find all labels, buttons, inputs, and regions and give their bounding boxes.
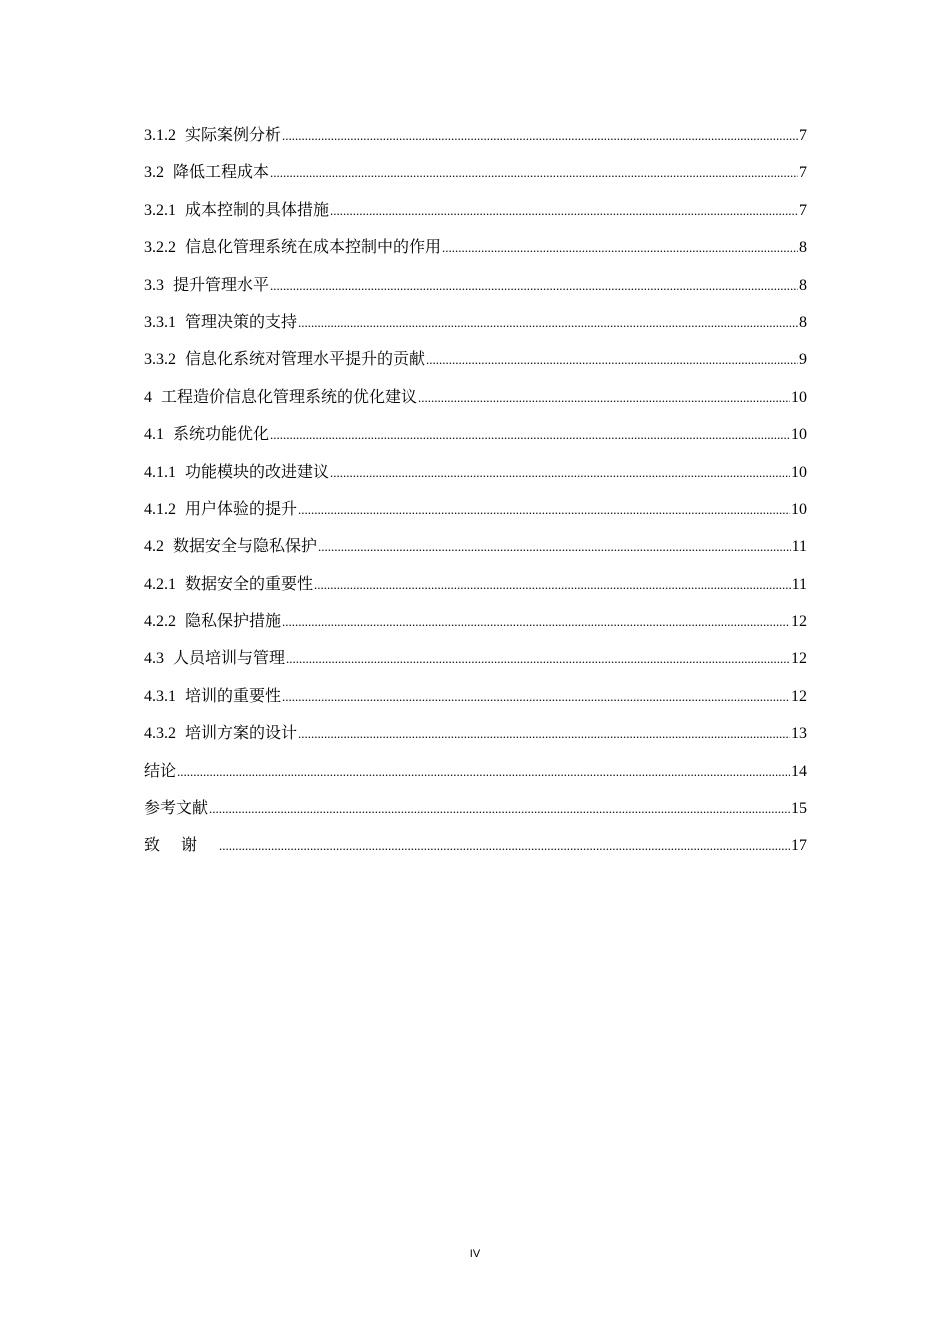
toc-entry-page: 8 xyxy=(799,239,807,257)
toc-entry-title: 信息化系统对管理水平提升的贡献 xyxy=(185,351,426,369)
toc-dot-leader xyxy=(330,192,798,229)
toc-entry-4-2-1[interactable] xyxy=(144,566,807,603)
toc-entry-page: 10 xyxy=(791,426,807,444)
toc-entry-4-3-2[interactable] xyxy=(144,715,807,752)
toc-entry-number: 3.2.2 xyxy=(144,239,176,257)
toc-entry-number: 4.3 xyxy=(144,650,164,668)
toc-entry-number: 3.3 xyxy=(144,276,164,294)
toc-entry-page: 12 xyxy=(791,687,807,705)
toc-entry-page: 12 xyxy=(791,613,807,631)
toc-dot-leader xyxy=(282,603,790,640)
toc-entry-number: 4.1.1 xyxy=(144,463,176,481)
toc-entry-title: 隐私保护措施 xyxy=(185,613,282,631)
toc-entry-number: 3.1.2 xyxy=(144,127,176,144)
toc-entry-number: 4 xyxy=(144,388,152,406)
toc-entry-title: 参考文献 xyxy=(144,800,209,818)
toc-entry-page: 10 xyxy=(791,388,807,406)
toc-entry-number: 4.3.1 xyxy=(144,687,176,705)
toc-entry-page: 13 xyxy=(791,725,807,743)
toc-entry-title: 结论 xyxy=(144,762,177,780)
toc-entry-number: 3.2.1 xyxy=(144,201,176,219)
toc-dot-leader xyxy=(282,678,790,715)
toc-entry-page: 8 xyxy=(799,313,807,331)
toc-entry-3-2-1[interactable] xyxy=(144,192,807,229)
toc-entry-title: 培训的重要性 xyxy=(185,687,282,705)
toc-entry-title: 实际案例分析 xyxy=(185,127,282,144)
toc-entry-number: 4.2 xyxy=(144,538,164,556)
toc-dot-leader xyxy=(286,640,790,677)
toc-dot-leader xyxy=(270,267,798,304)
toc-entry-title: 数据安全的重要性 xyxy=(185,575,314,593)
toc-entry-4-2[interactable] xyxy=(144,528,807,565)
toc-entry-acknowledgements[interactable] xyxy=(144,827,807,864)
toc-dot-leader xyxy=(314,566,791,603)
toc-entry-4[interactable] xyxy=(144,379,807,416)
toc-entry-4-3-1[interactable] xyxy=(144,678,807,715)
table-of-contents xyxy=(144,117,807,865)
toc-dot-leader xyxy=(418,379,790,416)
toc-entry-page: 11 xyxy=(791,538,807,556)
toc-entry-page: 14 xyxy=(791,762,807,780)
toc-entry-page: 7 xyxy=(799,164,807,182)
toc-entry-title: 成本控制的具体措施 xyxy=(185,201,330,219)
toc-entry-page: 9 xyxy=(799,351,807,369)
toc-dot-leader xyxy=(219,827,790,864)
toc-entry-4-2-2[interactable] xyxy=(144,603,807,640)
toc-entry-title: 降低工程成本 xyxy=(173,164,270,182)
toc-entry-page: 7 xyxy=(799,127,807,144)
toc-entry-title: 用户体验的提升 xyxy=(185,500,298,518)
toc-entry-3-1-2[interactable] xyxy=(144,117,807,154)
toc-entry-title: 管理决策的支持 xyxy=(185,313,298,331)
toc-entry-number: 3.3.1 xyxy=(144,313,176,331)
toc-dot-leader xyxy=(298,491,790,528)
toc-entry-3-2[interactable] xyxy=(144,154,807,191)
toc-entry-3-3-2[interactable] xyxy=(144,341,807,378)
toc-entry-title: 致谢 xyxy=(144,837,219,855)
toc-entry-title: 系统功能优化 xyxy=(173,426,270,444)
toc-dot-leader xyxy=(177,753,790,790)
toc-entry-title: 人员培训与管理 xyxy=(173,650,286,668)
toc-entry-3-3-1[interactable] xyxy=(144,304,807,341)
toc-entry-4-3[interactable] xyxy=(144,640,807,677)
toc-entry-number: 4.2.2 xyxy=(144,613,176,631)
toc-entry-page: 12 xyxy=(791,650,807,668)
toc-entry-number: 3.2 xyxy=(144,164,164,182)
toc-entry-title: 信息化管理系统在成本控制中的作用 xyxy=(185,239,442,257)
toc-entry-4-1-2[interactable] xyxy=(144,491,807,528)
toc-dot-leader xyxy=(318,528,791,565)
toc-dot-leader xyxy=(298,304,798,341)
toc-entry-page: 15 xyxy=(791,800,807,818)
toc-entry-title: 培训方案的设计 xyxy=(185,725,298,743)
toc-entry-number: 4.3.2 xyxy=(144,725,176,743)
toc-dot-leader xyxy=(298,715,790,752)
toc-entry-page: 11 xyxy=(791,575,807,593)
toc-entry-title: 数据安全与隐私保护 xyxy=(173,538,318,556)
toc-entry-page: 10 xyxy=(791,463,807,481)
toc-entry-title: 功能模块的改进建议 xyxy=(185,463,330,481)
toc-entry-number: 4.1.2 xyxy=(144,500,176,518)
toc-dot-leader xyxy=(282,117,798,154)
toc-dot-leader xyxy=(209,790,790,827)
toc-entry-title: 提升管理水平 xyxy=(173,276,270,294)
toc-dot-leader xyxy=(270,416,790,453)
toc-dot-leader xyxy=(442,229,798,266)
toc-dot-leader xyxy=(270,154,798,191)
toc-entry-3-2-2[interactable] xyxy=(144,229,807,266)
toc-entry-4-1[interactable] xyxy=(144,416,807,453)
toc-entry-number: 4.1 xyxy=(144,426,164,444)
toc-entry-page: 8 xyxy=(799,276,807,294)
toc-entry-conclusion[interactable] xyxy=(144,753,807,790)
page-number: IV xyxy=(469,1248,481,1260)
toc-entry-page: 7 xyxy=(799,201,807,219)
toc-dot-leader xyxy=(330,454,790,491)
toc-entry-page: 17 xyxy=(791,837,807,855)
toc-entry-4-1-1[interactable] xyxy=(144,454,807,491)
toc-dot-leader xyxy=(426,341,798,378)
toc-entry-title: 工程造价信息化管理系统的优化建议 xyxy=(161,388,418,406)
toc-entry-number: 4.2.1 xyxy=(144,575,176,593)
toc-entry-page: 10 xyxy=(791,500,807,518)
toc-entry-references[interactable] xyxy=(144,790,807,827)
toc-entry-3-3[interactable] xyxy=(144,267,807,304)
toc-entry-number: 3.3.2 xyxy=(144,351,176,369)
